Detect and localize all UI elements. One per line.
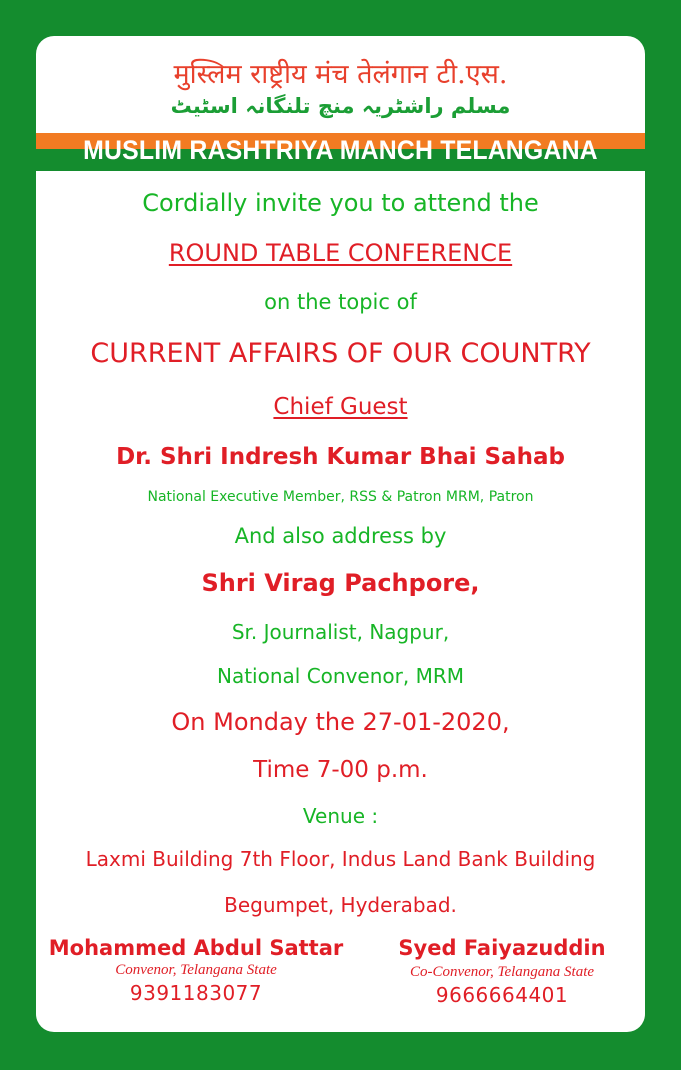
contact-name: Mohammed Abdul Sattar [48, 936, 344, 960]
contact-right [371, 936, 633, 1007]
speaker-role-1: Sr. Journalist, Nagpur, [231, 620, 450, 644]
english-title: MUSLIM RASHTRIYA MANCH TELANGANA [83, 135, 598, 165]
contact-left [46, 936, 346, 1005]
speaker-role-2: National Convenor, MRM [217, 664, 464, 688]
topic: CURRENT AFFAIRS OF OUR COUNTRY [90, 338, 591, 369]
topic-intro: on the topic of [264, 290, 417, 314]
event-title: ROUND TABLE CONFERENCE [168, 239, 513, 267]
contact-name: Syed Faiyazuddin [398, 936, 606, 960]
also-address: And also address by [234, 524, 447, 548]
contact-role: Co-Convenor, Telangana State [409, 964, 595, 980]
chief-guest-role: National Executive Member, RSS & Patron MRM, Patron [147, 489, 534, 505]
chief-guest-label: Chief Guest [273, 394, 408, 420]
contact-phone: 9391183077 [129, 981, 263, 1005]
venue-line-2: Begumpet, Hyderabad. [224, 893, 457, 917]
intro-text: Cordially invite you to attend the [142, 189, 539, 217]
event-date: On Monday the 27-01-2020, [171, 708, 510, 736]
venue-line-1: Laxmi Building 7th Floor, Indus Land Bank Building [85, 847, 596, 871]
venue-label: Venue : [302, 804, 379, 828]
contact-role: Convenor, Telangana State [115, 962, 277, 978]
contact-phone: 9666664401 [435, 983, 569, 1007]
speaker-name: Shri Virag Pachpore, [201, 569, 480, 597]
urdu-title: مسلم راشٹریہ منچ تلنگانہ اسٹیٹ [170, 94, 511, 118]
chief-guest-name: Dr. Shri Indresh Kumar Bhai Sahab [116, 444, 565, 470]
hindi-title: मुस्लिम राष्ट्रीय मंच तेलंगान टी.एस. [173, 59, 508, 90]
event-time: Time 7-00 p.m. [253, 757, 428, 783]
invitation-card [36, 36, 645, 1032]
